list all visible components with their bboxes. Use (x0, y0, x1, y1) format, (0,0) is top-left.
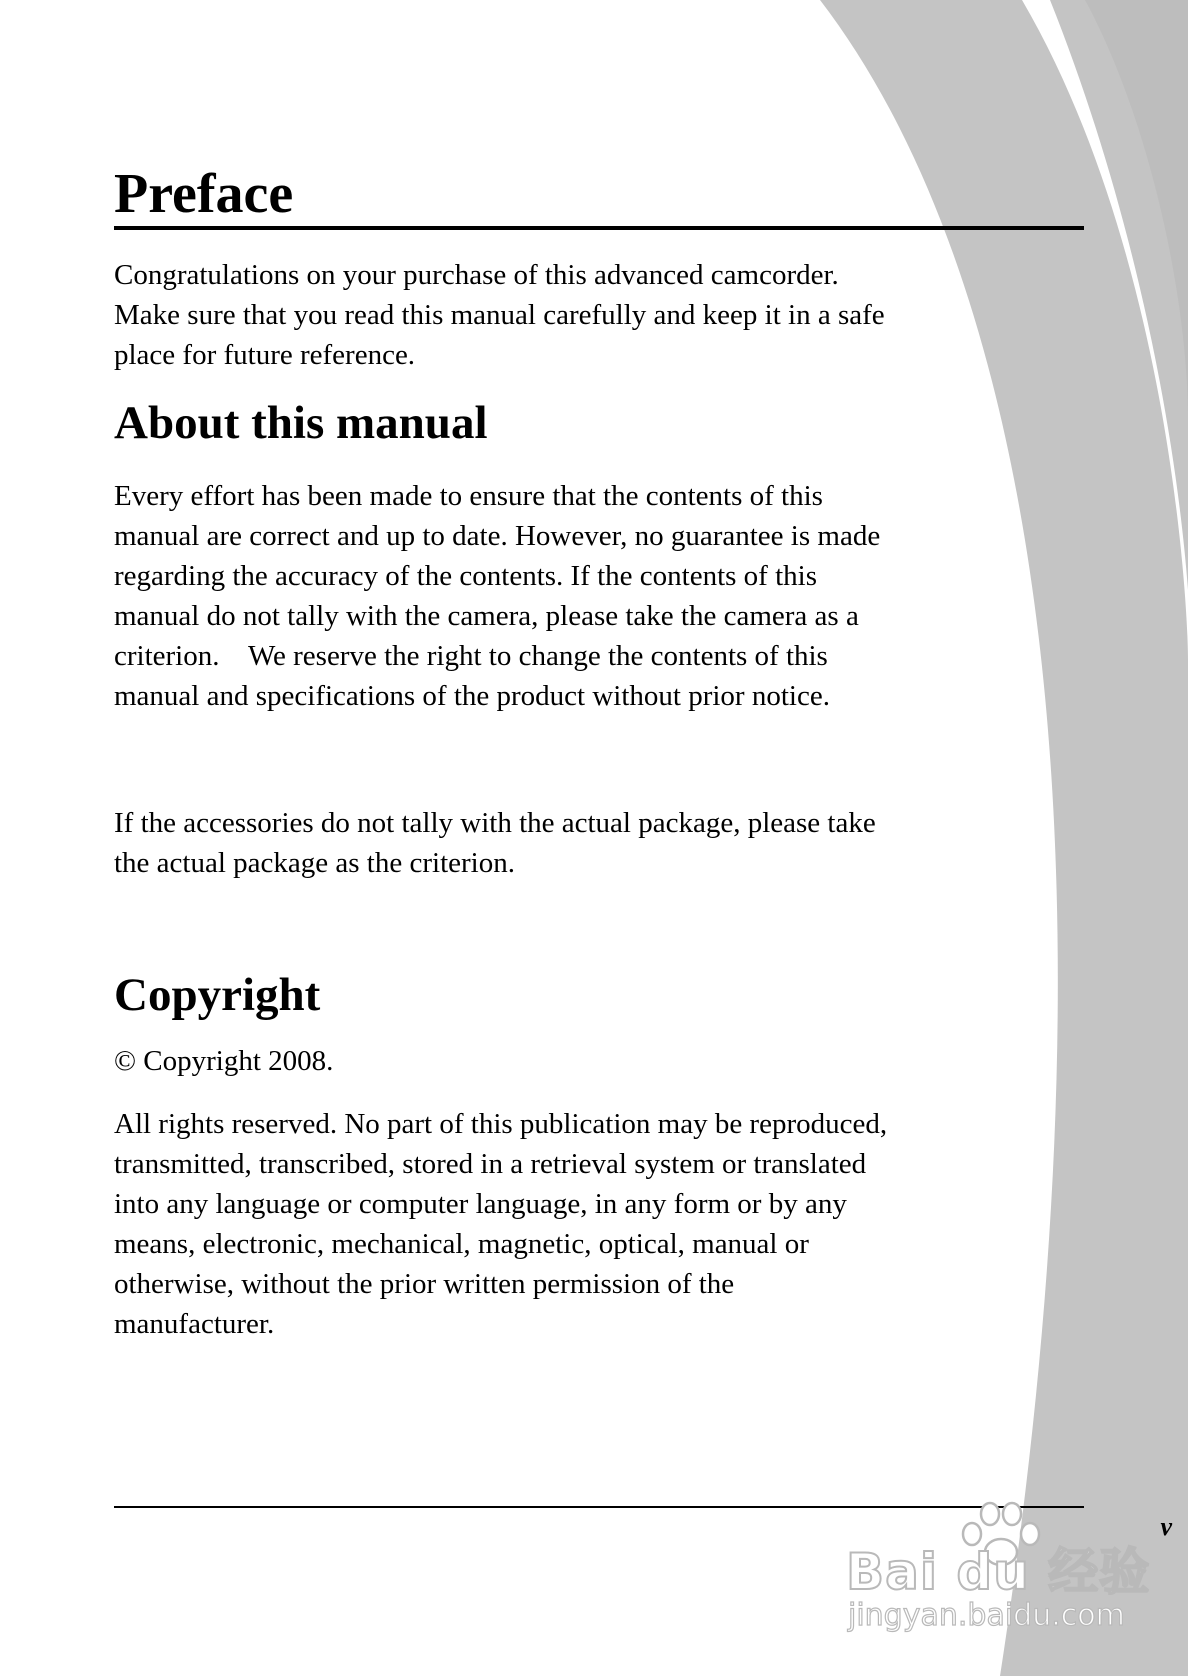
copyright-notice (114, 1041, 333, 1081)
about-manual-heading: About this manual (114, 397, 488, 449)
text-line: place for future reference. (114, 339, 416, 371)
baidu-jingyan-watermark (838, 1498, 1151, 1658)
text-line: manual do not tally with the camera, please take the camera as a (114, 600, 859, 632)
page-number: v (1160, 1512, 1172, 1541)
text-line: manual and specifications of the product without prior notice. (114, 680, 830, 712)
heading-rule (114, 226, 1084, 230)
text-line: transmitted, transcribed, stored in a retrieval system or translated (114, 1148, 867, 1180)
text-line: regarding the accuracy of the contents. If the contents of this (114, 560, 817, 592)
text-line: manual are correct and up to date. However, no guarantee is made (114, 520, 881, 552)
text-line: If the accessories do not tally with the actual package, please take (114, 807, 876, 839)
watermark-url: jingyan.baidu.com (848, 1598, 1125, 1633)
preface-heading: Preface (114, 163, 294, 225)
text-line: otherwise, without the prior written permission of the (114, 1268, 735, 1300)
text-line: the actual package as the criterion. (114, 847, 515, 879)
text-line: Congratulations on your purchase of this advanced camcorder. (114, 259, 839, 291)
copyright-heading: Copyright (114, 969, 321, 1021)
text-line: © Copyright 2008. (114, 1045, 334, 1077)
text-line: criterion. We reserve the right to change the contents of this (114, 640, 828, 672)
text-line: into any language or computer language, in any form or by any (114, 1188, 847, 1220)
text-line: Every effort has been made to ensure that the contents of this (114, 480, 823, 512)
preface-intro-paragraph (114, 255, 885, 375)
watermark-brand: Bai du 经验 (846, 1543, 1151, 1601)
accessories-paragraph (114, 803, 876, 883)
text-line: All rights reserved. No part of this publication may be reproduced, (114, 1108, 888, 1140)
text-line: manufacturer. (114, 1308, 275, 1340)
about-paragraph (114, 476, 880, 716)
text-line: means, electronic, mechanical, magnetic, optical, manual or (114, 1228, 809, 1260)
copyright-body-paragraph (114, 1104, 887, 1344)
text-line: Make sure that you read this manual carefully and keep it in a safe (114, 299, 885, 331)
